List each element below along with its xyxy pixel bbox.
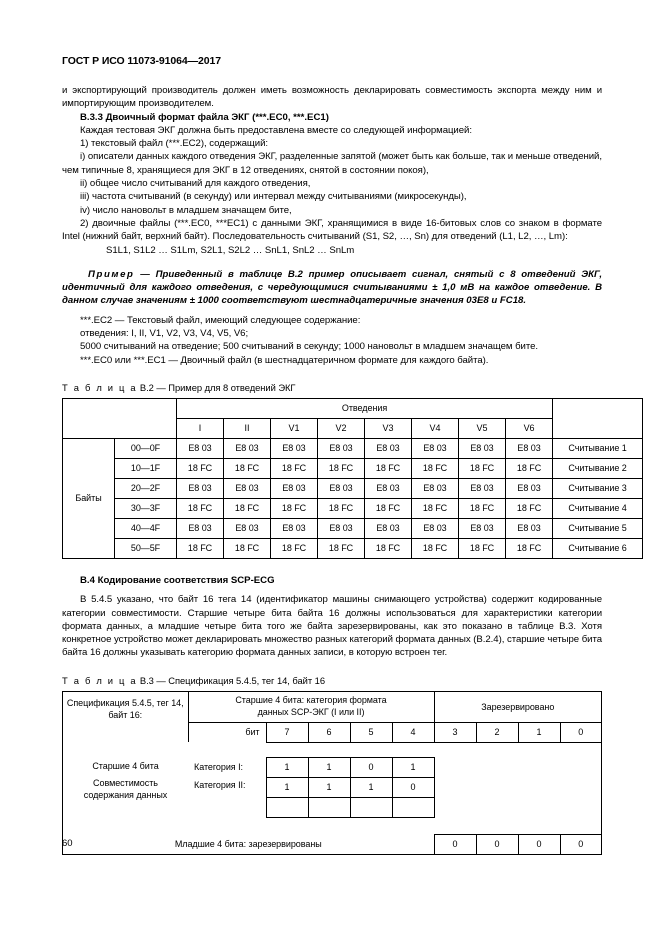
table-b2-col-lead: V2	[318, 418, 365, 438]
table-b2-note-header	[553, 398, 643, 438]
table-b2-col-lead: V3	[365, 418, 412, 438]
table-b2-cell: 18 FC	[224, 498, 271, 518]
table-b3-high-bits-label-line3: содержания данных	[83, 790, 168, 801]
table-b2-cell: 18 FC	[318, 538, 365, 558]
table-b2-group-header: Отведения	[177, 398, 553, 418]
table-b2-cell: E8 03	[318, 438, 365, 458]
table-b2-cell: E8 03	[412, 518, 459, 538]
document-standard-id: ГОСТ Р ИСО 11073-91064—2017	[62, 55, 221, 67]
b4-paragraph: В 5.4.5 указано, что байт 16 тега 14 (идентификатор машины снимающего устройства) содержит кодированные категории совместимости. Старшие четыре бита байта 16 должны использоваться для характеристики категории формата данных, а младшие четыре бита того же байта зарезервированы, как это показано в таблице В.3. Хотя конкретное устройство может декларировать множество разных категорий формата данных (В.2.4), старшие четыре бита байта 16 должны указывать категорию формата данных записи, в которую встроен тег.	[62, 594, 602, 659]
table-b3-reserved-header: Зарезервировано	[434, 692, 601, 723]
table-b3-high-nibble-header-line2: данных SCP-ЭКГ (I или II)	[257, 706, 365, 717]
table-b3-empty-box	[350, 797, 392, 817]
table-b2-note: Считывание 4	[553, 498, 643, 518]
table-b2-cell: 18 FC	[412, 498, 459, 518]
table-b3-category-1-bit: 1	[266, 757, 308, 777]
table-b3-bit-number: 7	[266, 722, 308, 742]
list-item-1-iv: iv) число нановольт в младшем значащем бите,	[80, 204, 292, 216]
table-b3-high-bits-label-line2: Совместимость	[93, 778, 158, 789]
table-b2-col-lead: II	[224, 418, 271, 438]
table-b2-cell: E8 03	[412, 478, 459, 498]
table-b2-cell: 18 FC	[506, 498, 553, 518]
table-b2-caption	[62, 382, 602, 393]
table-b2-cell: E8 03	[177, 438, 224, 458]
table-b3-empty	[476, 777, 518, 797]
table-b2-cell: E8 03	[224, 518, 271, 538]
list-item-1-i: i) описатели данных каждого отведения ЭКГ, разделенные запятой (может быть как больше, так и меньше отведений, чем типичные 8, хранящиеся для ЭКГ в 12 отведениях, снятой в состоянии покоя),	[62, 151, 602, 176]
table-b3-empty	[434, 777, 476, 797]
table-b2-col-lead: V6	[506, 418, 553, 438]
leads-description: отведения: I, II, V1, V2, V3, V4, V5, V6;	[80, 328, 249, 340]
table-b3-high-nibble-header	[188, 692, 434, 723]
table-b2-cell: E8 03	[318, 478, 365, 498]
table-b2-cell: E8 03	[506, 438, 553, 458]
table-b2	[62, 398, 643, 559]
table-row	[63, 538, 643, 558]
table-b2-col-lead: V5	[459, 418, 506, 438]
table-b2-cell: 18 FC	[365, 498, 412, 518]
table-b2-note: Считывание 3	[553, 478, 643, 498]
intro-paragraph: и экспортирующий производитель должен иметь возможность декларировать совместимость экспорта между ним и импортирующим производителем.	[62, 85, 602, 110]
table-b3-category-1-label: Категория I:	[194, 762, 243, 773]
table-b3-empty	[434, 757, 476, 777]
table-b2-cell: 18 FC	[365, 538, 412, 558]
ec2-description: ***.EC2 — Текстовый файл, имеющий следующее содержание:	[80, 314, 361, 326]
table-b3-bit-number: 5	[350, 722, 392, 742]
table-b3-bit-number: 6	[308, 722, 350, 742]
table-b2-cell: 18 FC	[365, 458, 412, 478]
table-b3-empty-box	[266, 797, 308, 817]
table-b2-cell: E8 03	[365, 478, 412, 498]
table-b3-spec-label-line1: Спецификация 5.4.5, тег 14,	[66, 697, 184, 708]
section-heading-b4: В.4 Кодирование соответствия SCP-ECG	[80, 574, 275, 586]
table-b2-byte-range: 40—4F	[115, 518, 177, 538]
table-b2-col-lead: V1	[271, 418, 318, 438]
table-b3-empty	[476, 797, 518, 817]
table-b2-cell: 18 FC	[459, 538, 506, 558]
table-b2-cell: 18 FC	[271, 458, 318, 478]
table-b2-byte-range: 30—3F	[115, 498, 177, 518]
table-b2-cell: 18 FC	[412, 458, 459, 478]
table-b3-empty	[560, 797, 601, 817]
table-b2-cell: E8 03	[271, 518, 318, 538]
table-row	[63, 478, 643, 498]
table-b2-cell: 18 FC	[459, 458, 506, 478]
table-b3-category-2-bit: 1	[266, 777, 308, 797]
table-b2-row-label: Байты	[63, 438, 115, 558]
table-b3-category-2-bit: 1	[308, 777, 350, 797]
table-b2-byte-range: 00—0F	[115, 438, 177, 458]
table-b2-cell: 18 FC	[177, 498, 224, 518]
table-b2-byte-range: 20—2F	[115, 478, 177, 498]
table-b3-caption-text: В.3 — Спецификация 5.4.5, тег 14, байт 16	[137, 674, 325, 686]
table-b3-bit-number: 4	[392, 722, 434, 742]
list-item-1-ii: ii) общее число считываний для каждого отведения,	[80, 178, 311, 190]
table-b3-low-nibble-bit: 0	[434, 834, 476, 854]
table-b2-note: Считывание 5	[553, 518, 643, 538]
table-b2-cell: 18 FC	[177, 538, 224, 558]
table-b2-cell: E8 03	[271, 438, 318, 458]
table-b2-cell: E8 03	[271, 478, 318, 498]
table-b3-bit-number: 2	[476, 722, 518, 742]
table-row	[63, 498, 643, 518]
table-b2-header-row-1	[63, 398, 643, 418]
table-b3-frame	[62, 691, 602, 855]
table-b2-byte-range: 10—1F	[115, 458, 177, 478]
table-b2-cell: 18 FC	[506, 538, 553, 558]
table-b3-category-2-label: Категория II:	[194, 780, 246, 791]
samples-description: 5000 считываний на отведение; 500 считываний в секунду; 1000 нановольт в младшем значащем бите.	[80, 341, 538, 353]
table-b2-note: Считывание 6	[553, 538, 643, 558]
table-b3-caption	[62, 675, 602, 686]
table-b2-cell: 18 FC	[318, 498, 365, 518]
table-b3-category-2-bit: 1	[350, 777, 392, 797]
table-b3-low-nibble-bit: 0	[560, 834, 601, 854]
table-b3-low-nibble-label: Младшие 4 бита: зарезервированы	[174, 838, 322, 849]
page-number: 60	[62, 838, 73, 849]
table-b2-cell: 18 FC	[224, 458, 271, 478]
table-b2-cell: 18 FC	[271, 498, 318, 518]
table-b3-spec-label-line2: байт 16:	[108, 709, 143, 720]
table-b3-spacer-row-2	[63, 817, 601, 834]
table-b3-empty-box	[308, 797, 350, 817]
table-row	[63, 518, 643, 538]
table-b3-caption-prefix: Т а б л и ц а	[62, 674, 138, 686]
table-b3	[63, 692, 601, 854]
table-b2-cell: 18 FC	[224, 538, 271, 558]
table-row	[63, 757, 601, 777]
table-b2-cell: E8 03	[365, 518, 412, 538]
table-b2-cell: E8 03	[412, 438, 459, 458]
example-label: Пример	[88, 268, 135, 280]
list-item-1-iii: iii) частота считываний (в секунду) или интервал между считываниями (микросекунды),	[80, 191, 467, 203]
table-b3-bit-label: бит	[188, 722, 266, 742]
table-b2-cell: 18 FC	[318, 458, 365, 478]
table-b3-spec-label	[63, 692, 188, 743]
table-b3-high-nibble-header-line1: Старшие 4 бита: категория формата	[235, 695, 387, 706]
table-b2-caption-text: В.2 — Пример для 8 отведений ЭКГ	[137, 381, 296, 393]
table-b2-cell: E8 03	[506, 478, 553, 498]
table-b3-empty	[560, 777, 601, 797]
table-row	[63, 777, 601, 797]
table-b3-low-nibble-bit: 0	[476, 834, 518, 854]
table-b2-cell: E8 03	[224, 478, 271, 498]
table-b2-cell: E8 03	[459, 518, 506, 538]
table-b3-empty	[518, 777, 560, 797]
table-b2-cell: E8 03	[318, 518, 365, 538]
table-b2-cell: E8 03	[177, 478, 224, 498]
table-b3-empty	[560, 757, 601, 777]
table-b2-caption-prefix: Т а б л и ц а	[62, 381, 138, 393]
table-b2-note: Считывание 2	[553, 458, 643, 478]
page-content	[62, 55, 627, 855]
table-b2-cell: 18 FC	[506, 458, 553, 478]
table-b3-category-1-bit: 1	[392, 757, 434, 777]
table-b3-high-bits-label-1: Старшие 4 бита	[92, 761, 159, 772]
table-b3-bit-number: 0	[560, 722, 601, 742]
table-b2-cell: E8 03	[365, 438, 412, 458]
table-b3-bit-number: 3	[434, 722, 476, 742]
table-b2-byte-range: 50—5F	[115, 538, 177, 558]
table-row	[63, 458, 643, 478]
table-b2-note: Считывание 1	[553, 438, 643, 458]
table-row	[63, 438, 643, 458]
b33-lead-text: Каждая тестовая ЭКГ должна быть предоставлена вместе со следующей информацией:	[80, 124, 472, 136]
table-row	[63, 834, 601, 854]
list-item-2: 2) двоичные файлы (***.EC0, ***EC1) с данными ЭКГ, хранящимися в виде 16-битовых слов со знаком в формате Intel (нижний байт, верхний байт). Последовательность считываний (S1, S2, …, Sn) для отведений (L1, L2, …, Lm):	[62, 217, 602, 243]
table-b2-cell: 18 FC	[459, 498, 506, 518]
table-b2-corner-cell	[63, 398, 177, 438]
example-body: — Приведенный в таблице В.2 пример описывает сигнал, снятый с 8 отведений ЭКГ, идентичный для каждого отведения, с чередующимися считываниями ± 1,0 мВ на каждое отведение. В данном случае значениям ± 1000 соответствуют шестнадцатеричные значения 03E8 и FC18.	[62, 268, 602, 307]
table-b2-cell: E8 03	[459, 438, 506, 458]
table-b2-cell: 18 FC	[177, 458, 224, 478]
example-paragraph	[62, 268, 602, 308]
table-b2-cell: E8 03	[177, 518, 224, 538]
table-b2-cell: E8 03	[224, 438, 271, 458]
list-item-1: 1) текстовый файл (***.EC2), содержащий:	[80, 138, 268, 150]
table-b3-category-1-bit: 1	[308, 757, 350, 777]
table-b2-col-lead: V4	[412, 418, 459, 438]
table-b3-spacer-row	[63, 742, 601, 757]
sequence-line: S1L1, S1L2 … S1Lm, S2L1, S2L2 … SnL1, SnL2 … SnLm	[106, 244, 355, 256]
table-b2-cell: 18 FC	[271, 538, 318, 558]
table-b2-cell: 18 FC	[412, 538, 459, 558]
ec0-description: ***.EC0 или ***.EC1 — Двоичный файл (в шестнадцатеричном формате для каждого байта).	[80, 354, 489, 366]
table-b2-cell: E8 03	[459, 478, 506, 498]
table-b3-empty	[476, 757, 518, 777]
table-b3-bit-number: 1	[518, 722, 560, 742]
table-b3-empty	[518, 797, 560, 817]
section-heading-b33: В.3.3 Двоичный формат файла ЭКГ (***.EC0, ***.EC1)	[80, 111, 329, 123]
table-b3-spacer	[63, 742, 601, 757]
table-b3-empty	[434, 797, 476, 817]
table-b3-category-1-bit: 0	[350, 757, 392, 777]
table-b2-cell: E8 03	[506, 518, 553, 538]
table-b3-category-2-bit: 0	[392, 777, 434, 797]
table-b3-empty	[518, 757, 560, 777]
table-b3-low-nibble-bit: 0	[518, 834, 560, 854]
table-b3-high-bits-label-2	[63, 777, 188, 817]
table-b3-empty-box	[392, 797, 434, 817]
table-b2-col-lead: I	[177, 418, 224, 438]
table-b3-header-row	[63, 692, 601, 723]
table-b3-spacer-2	[63, 817, 601, 834]
